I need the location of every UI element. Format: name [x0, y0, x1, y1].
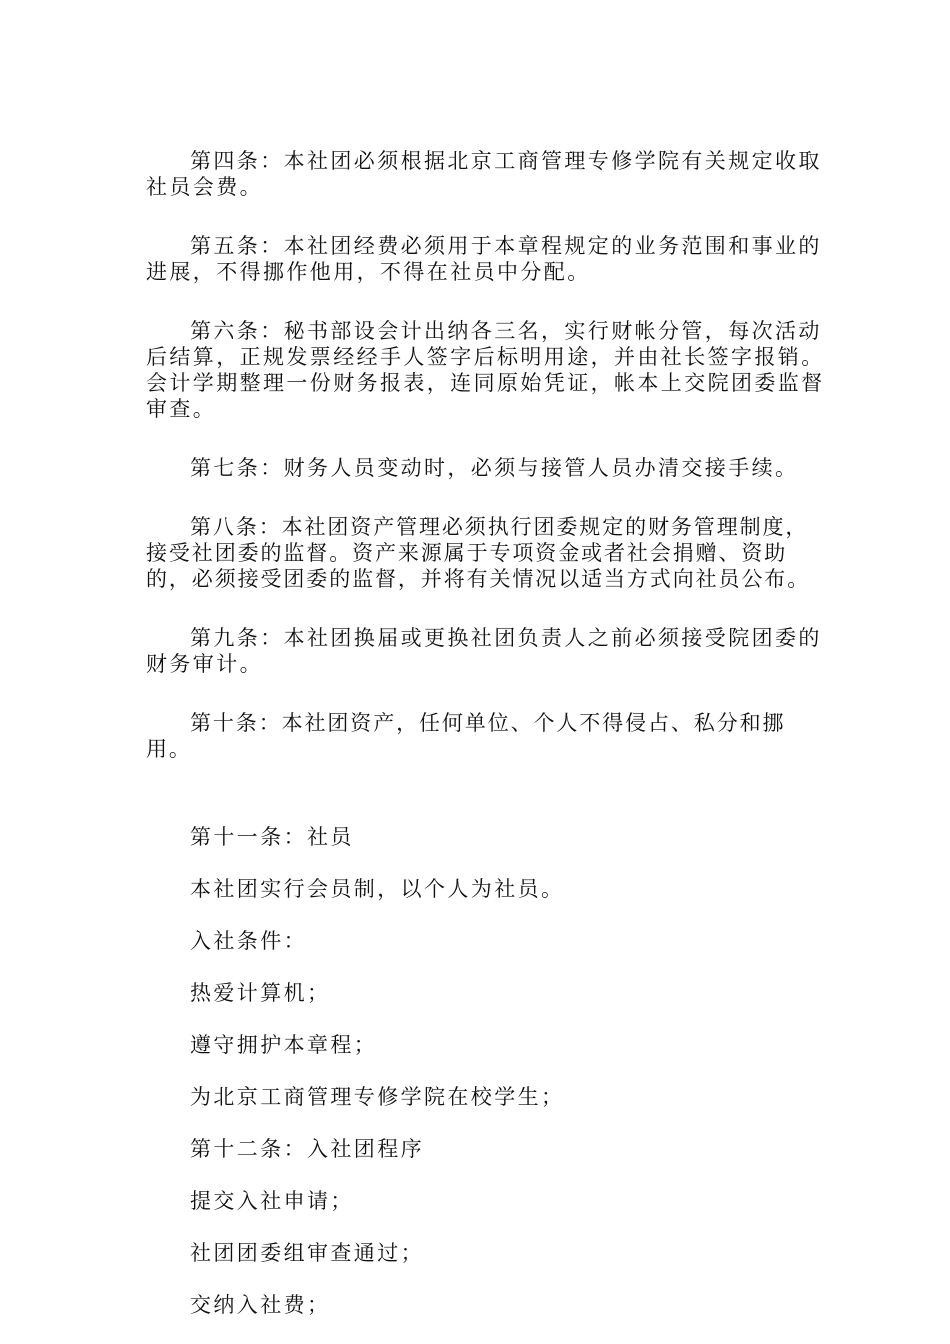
article-8: 第八条：本社团资产管理必须执行团委规定的财务管理制度，接受社团委的监督。资产来源属于专项资金或者社会捐赠、资助的，必须接受团委的监督，并将有关情况以适当方式向社员公布。 [146, 515, 811, 591]
membership-system-line: 本社团实行会员制，以个人为社员。 [190, 877, 565, 901]
admission-conditions-heading: 入社条件： [190, 929, 307, 953]
article-10: 第十条：本社团资产，任何单位、个人不得侵占、私分和挪用。 [146, 711, 786, 761]
article-6: 第六条：秘书部设会计出纳各三名，实行财帐分管，每次活动后结算，正规发票经经手人签字后标明用途，并由社长签字报销。会计学期整理一份财务报表，连同原始凭证，帐本上交院团委监督审查。 [146, 319, 825, 421]
article-7: 第七条：财务人员变动时，必须与接管人员办清交接手续。 [190, 456, 799, 480]
condition-follow-charter: 遵守拥护本章程； [190, 1033, 378, 1057]
procedure-submit-application: 提交入社申请； [190, 1189, 354, 1213]
article-4: 第四条：本社团必须根据北京工商管理专修学院有关规定收取社员会费。 [146, 149, 822, 199]
article-12-heading: 第十二条：入社团程序 [190, 1137, 424, 1161]
procedure-review-approval: 社团团委组审查通过； [190, 1241, 424, 1265]
article-5: 第五条：本社团经费必须用于本章程规定的业务范围和事业的进展，不得挪作他用，不得在社员中分配。 [146, 234, 822, 284]
article-11-heading: 第十一条：社员 [190, 825, 354, 849]
condition-enrolled-student: 为北京工商管理专修学院在校学生； [190, 1085, 565, 1109]
procedure-pay-fee: 交纳入社费； [190, 1293, 331, 1317]
document-body [146, 148, 826, 1318]
condition-love-computers: 热爱计算机； [190, 981, 331, 1005]
article-9: 第九条：本社团换届或更换社团负责人之前必须接受院团委的财务审计。 [146, 626, 822, 676]
